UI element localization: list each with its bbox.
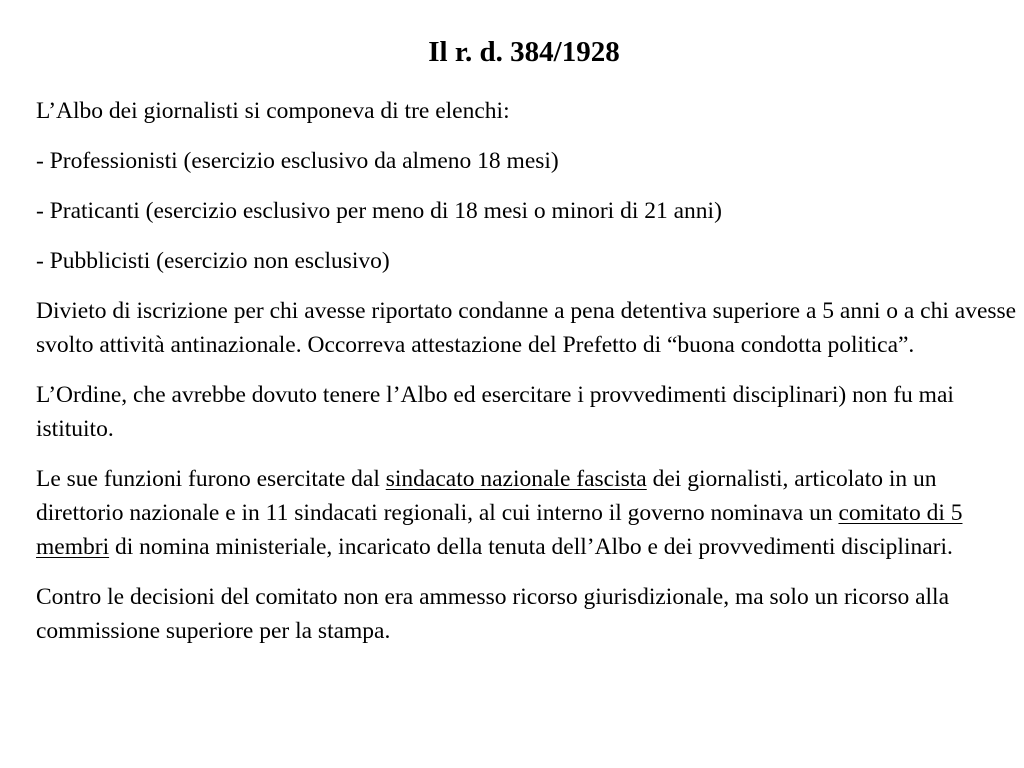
funzioni-text-1: Le sue funzioni furono esercitate dal bbox=[36, 466, 386, 492]
slide-body bbox=[36, 94, 1021, 664]
ordine-paragraph: L’Ordine, che avrebbe dovuto tenere l’Albo ed esercitare i provvedimenti disciplinari) non fu mai istituito. bbox=[36, 382, 954, 442]
list-item-pubblicisti: - Pubblicisti (esercizio non esclusivo) bbox=[36, 248, 390, 274]
intro-paragraph: L’Albo dei giornalisti si componeva di tre elenchi: bbox=[36, 98, 510, 124]
list-item-praticanti: - Praticanti (esercizio esclusivo per meno di 18 mesi o minori di 21 anni) bbox=[36, 198, 722, 224]
sindacato-link[interactable]: sindacato nazionale fascista bbox=[385, 466, 647, 492]
divieto-paragraph: Divieto di iscrizione per chi avesse riportato condanne a pena detentiva superiore a 5 anni o a chi avesse svolto attività antinazionale. Occorreva attestazione del Prefetto di “buona condotta politica”. bbox=[36, 298, 1017, 358]
funzioni-paragraph bbox=[36, 462, 1021, 564]
contro-paragraph: Contro le decisioni del comitato non era ammesso ricorso giurisdizionale, ma solo un ricorso alla commissione superiore per la stampa. bbox=[36, 584, 950, 644]
list-item-professionisti: - Professionisti (esercizio esclusivo da almeno 18 mesi) bbox=[36, 148, 559, 174]
funzioni-text-3: di nomina ministeriale, incaricato della tenuta dell’Albo e dei provvedimenti disciplinari. bbox=[109, 534, 953, 560]
comitato-link[interactable]: comitato di 5 membri bbox=[36, 500, 963, 560]
funzioni-text-2: dei giornalisti, articolato in un direttorio nazionale e in 11 sindacati regionali, al cui interno il governo nominava un bbox=[36, 466, 937, 526]
slide-title: Il r. d. 384/1928 bbox=[428, 36, 620, 68]
